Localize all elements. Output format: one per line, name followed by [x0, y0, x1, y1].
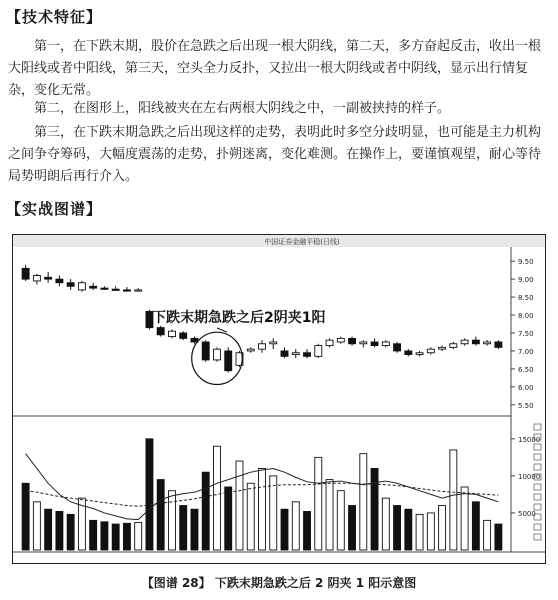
candle-body	[202, 342, 209, 360]
volume-bar	[123, 523, 130, 550]
candle-body	[168, 331, 175, 336]
candle-body	[461, 340, 468, 344]
volume-bar	[416, 514, 423, 550]
candle-body	[112, 289, 119, 290]
chart-header-title: 中国证券金融平稳(日线)	[264, 238, 340, 246]
candle-body	[213, 349, 220, 360]
volume-bar	[472, 502, 479, 550]
candle-body	[247, 349, 254, 351]
candle-body	[382, 342, 389, 346]
price-tick-label: 7.00	[518, 347, 534, 356]
candle-body	[360, 342, 367, 344]
volume-bar	[146, 439, 153, 550]
price-tick-label: 6.00	[518, 383, 534, 392]
price-tick-label: 9.00	[518, 276, 534, 285]
volume-bar	[427, 513, 434, 550]
paragraph-1: 第一，在下跌末期，股价在急跌之后出现一根大阴线，第二天，多方奋起反击，收出一根大阳线或者中阳线，第三天，空头全力反扑，又拉出一根大阴线或者中阴线，显示出行情复杂，变化无常。	[8, 39, 542, 98]
candle-body	[259, 344, 266, 349]
volume-bar	[382, 498, 389, 550]
price-tick-label: 6.50	[518, 365, 534, 374]
volume-bar	[67, 514, 74, 550]
volume-bar	[112, 524, 119, 550]
candle-body	[135, 290, 142, 291]
candle-body	[349, 338, 356, 343]
volume-tick-label: 10000	[518, 472, 541, 481]
candle-body	[371, 342, 378, 346]
candle-body	[56, 279, 63, 283]
candle-body	[101, 288, 108, 289]
volume-bar	[45, 509, 52, 550]
volume-bar	[247, 483, 254, 550]
volume-bar	[371, 468, 378, 550]
paragraph-2: 第二，在图形上，阳线被夹在左右两根大阴线之中，一副被挟持的样子。	[34, 101, 451, 116]
candle-body	[450, 344, 457, 348]
volume-bar	[315, 457, 322, 550]
candle-body	[90, 286, 97, 288]
volume-bar	[259, 468, 266, 550]
volume-bar	[22, 483, 29, 550]
candle-body	[315, 346, 322, 357]
annotation-text: 下跌末期急跌之后2阴夹1阳	[152, 310, 326, 326]
volume-bar	[281, 509, 288, 550]
candle-body	[67, 283, 74, 287]
volume-bar	[292, 502, 299, 550]
candle-body	[180, 333, 187, 338]
candle-body	[439, 347, 446, 349]
candle-body	[405, 351, 412, 355]
chart-toolbar	[13, 235, 545, 247]
price-tick-label: 8.00	[518, 312, 534, 321]
section-title-chart: 【实战图谱】	[6, 200, 103, 218]
candle-body	[45, 277, 52, 279]
volume-bar	[349, 506, 356, 550]
candle-body	[304, 353, 311, 357]
volume-bar	[270, 476, 277, 550]
volume-bar	[360, 454, 367, 550]
volume-bar	[394, 506, 401, 550]
volume-tick-label: 15000	[518, 435, 541, 444]
stock-chart	[12, 234, 546, 564]
candle-body	[123, 290, 130, 291]
candle-body	[484, 342, 491, 344]
figure-caption: 【图谱 28】 下跌末期急跌之后 2 阴夹 1 阳示意图	[141, 576, 417, 590]
volume-bar	[168, 491, 175, 550]
paragraph-3: 第三，在下跌末期急跌之后出现这样的走势，表明此时多空分歧明显，也可能是主力机构之间争夺筹码，大幅度震荡的走势，扑朔迷离，变化难测。在操作上，要谨慎观望，耐心等待局势明朗后再行介入。	[8, 125, 542, 184]
candle-body	[225, 351, 232, 371]
candle-body	[33, 276, 40, 281]
volume-bar	[56, 511, 63, 550]
price-tick-label: 7.50	[518, 330, 534, 338]
section-title-technical: 【技术特征】	[6, 8, 103, 26]
candle-body	[472, 340, 479, 344]
candle-body	[394, 344, 401, 351]
volume-bar	[304, 511, 311, 550]
candle-body	[326, 340, 333, 345]
volume-bar	[213, 446, 220, 550]
volume-tick-label: 5000	[518, 509, 536, 518]
volume-bar	[90, 520, 97, 550]
volume-bar	[326, 480, 333, 550]
volume-bar	[180, 506, 187, 550]
volume-bar	[191, 509, 198, 550]
volume-bar	[337, 491, 344, 550]
volume-bar	[405, 509, 412, 550]
candle-body	[427, 349, 434, 353]
volume-bar	[495, 524, 502, 550]
volume-bar	[202, 472, 209, 550]
candle-body	[281, 351, 288, 356]
price-tick-label: 5.50	[518, 401, 534, 410]
price-tick-label: 8.50	[518, 294, 534, 303]
candle-body	[78, 283, 85, 290]
volume-bar	[135, 523, 142, 550]
candle-body	[292, 353, 299, 355]
candle-body	[270, 342, 277, 344]
volume-bar	[484, 520, 491, 550]
volume-bar	[157, 480, 164, 550]
candle-body	[191, 338, 198, 342]
candle-body	[157, 328, 164, 335]
candle-body	[337, 338, 344, 342]
candle-body	[495, 342, 502, 347]
volume-bar	[450, 450, 457, 550]
price-tick-label: 9.50	[518, 258, 534, 267]
volume-bar	[461, 487, 468, 550]
volume-bar	[439, 506, 446, 550]
volume-bar	[33, 502, 40, 550]
candle-body	[416, 353, 423, 355]
volume-bar	[236, 461, 243, 550]
volume-bar	[225, 487, 232, 550]
volume-bar	[101, 522, 108, 550]
stock-chart-figure	[12, 234, 546, 564]
candle-body	[22, 268, 29, 279]
